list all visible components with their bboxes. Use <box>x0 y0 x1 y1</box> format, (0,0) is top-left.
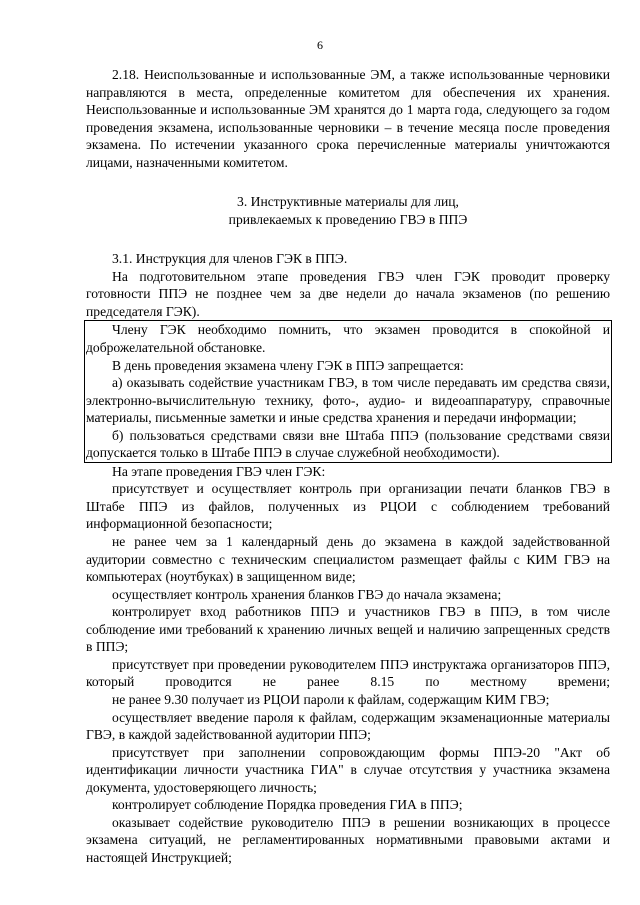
paragraph-stage-intro: На этапе проведения ГВЭ член ГЭК: <box>112 463 326 479</box>
duty-item: присутствует и осуществляет контроль при организации печати бланков ГВЭ в Штабе ППЭ из файлов, полученных из РЦОИ с соблюдением требований информационной безопасности; <box>86 481 610 532</box>
forbidden-item-b: б) пользоваться средствами связи вне Штаба ППЭ (пользование средствами связи допускается только в Штабе ППЭ в случае служебной необходимости). <box>86 427 610 461</box>
section-3-heading <box>86 193 610 228</box>
paragraph-forbidden-intro: В день проведения экзамена члену ГЭК в ППЭ запрещается: <box>112 357 464 373</box>
duty-item: присутствует при проведении руководителем ППЭ инструктажа организаторов ППЭ, который проводится не ранее 8.15 по местному времени; <box>86 656 610 690</box>
duty-item: не ранее 9.30 получает из РЦОИ пароли к файлам, содержащим КИМ ГВЭ; <box>112 691 550 707</box>
paragraph-2-18: 2.18. Неиспользованные и использованные ЭМ, а также использованные черновики направляются в места, определенные комитетом для обеспечения их хранения. Неиспользованные и использованные ЭМ хранятся до 1 марта года, следующего за годом проведения экзамена, использованные черновики – в течение месяца после проведения экзамена. По истечении указанного срока перечисленные материалы уничтожаются лицами, назначенными комитетом. <box>86 67 610 170</box>
page-number: 6 <box>317 38 323 52</box>
duty-item: контролирует вход работников ППЭ и участников ГВЭ в ППЭ, в том числе соблюдение ими требований к хранению личных вещей и наличию запрещенных средств в ППЭ; <box>86 604 610 655</box>
section-3-title-line-1: 3. Инструктивные материалы для лиц, <box>237 194 459 210</box>
duty-item: не ранее чем за 1 календарный день до экзамена в каждой задействованной аудитории совместно с техническим специалистом размещает файлы с КИМ ГВЭ на компьютерах (ноутбуках) в защищенном виде; <box>86 534 610 585</box>
duty-item: контролирует соблюдение Порядка проведения ГИА в ППЭ; <box>112 797 463 813</box>
forbidden-item-a: а) оказывать содействие участникам ГВЭ, в том числе передавать им средства связи, электронно-вычислительную технику, фото-, аудио- и видеоаппаратуру, справочные материалы, письменные заметки и иные средства хранения и передачи информации; <box>86 375 610 426</box>
duty-item: осуществляет введение пароля к файлам, содержащим экзаменационные материалы ГВЭ, в каждой задействованной аудитории ППЭ; <box>86 709 610 743</box>
duty-item: оказывает содействие руководителю ППЭ в решении возникающих в процессе экзамена ситуаций, не регламентированных нормативными правовыми актами и настоящей Инструкцией; <box>86 814 610 865</box>
paragraph-remember: Члену ГЭК необходимо помнить, что экзамен проводится в спокойной и доброжелательной обстановке. <box>86 322 610 356</box>
document-body <box>86 66 610 866</box>
subsection-3-1-title: 3.1. Инструкция для членов ГЭК в ППЭ. <box>112 251 348 267</box>
duty-item: осуществляет контроль хранения бланков ГВЭ до начала экзамена; <box>112 586 502 602</box>
section-3-title-line-2: привлекаемых к проведению ГВЭ в ППЭ <box>228 211 468 227</box>
duty-item: присутствует при заполнении сопровождающим формы ППЭ-20 "Акт об идентификации личности участника ГИА" в случае отсутствия у участника экзамена документа, удостоверяющего личность; <box>86 744 610 795</box>
highlighted-box <box>84 320 612 462</box>
paragraph-preparation: На подготовительном этапе проведения ГВЭ член ГЭК проводит проверку готовности ППЭ не позднее чем за две недели до начала экзаменов (по решению председателя ГЭК). <box>86 268 610 319</box>
